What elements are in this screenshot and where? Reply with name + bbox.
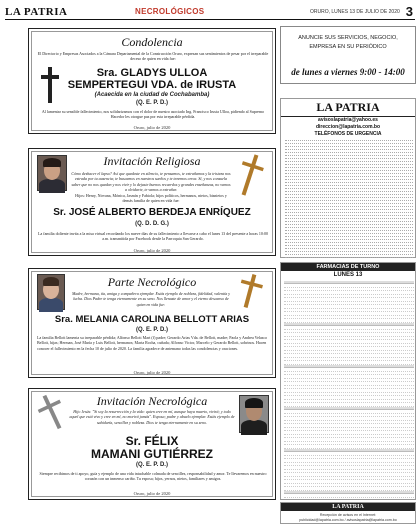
deceased-name: Sr. JOSÉ ALBERTO BERDEJA ENRÍQUEZ [53,207,251,218]
directory-row [285,253,413,255]
ad-line: ANUNCIE SUS SERVICIOS, NEGOCIO, [298,35,398,41]
deceased-name: Sra. GLADYS ULLOA [96,67,208,79]
directory-row [285,238,413,240]
notice-title: Condolencia [121,35,183,49]
notice-title: Parte Necrológico [107,275,197,289]
directory-row [285,244,413,246]
deceased-photo [239,395,269,433]
deceased-name: Sra. MELANIA CAROLINA BELLOTT ARIAS [54,314,250,325]
directory-row [285,205,413,207]
notice-body: Al lamentar su sensible fallecimiento, nos solidarizamos con el dolor de nuestro asociado Ing. Francisco Irusta Ulloa, pidiendo al Supremo Hacedor les otorgue paz por esta irreparable pérdida. [41,109,265,120]
directory-row [285,169,413,171]
notice-verse: Madre, hermana, tía, amiga y compañera ejemplar. Estás ejemplo de nobleza, fidelidad, valentía y lucha. Dios Padre te tenga eternamente en su seno. Nos llenaste de amor y el eterno descanso de quien en vida fue: [72,291,230,307]
notice-invitacion-necrologica [28,388,276,500]
notice-family: Hijos: Henry, Nirvana, Mónica, Jasmín y Fabiola; hijos políticos, hermanos, nietos, bisnietos y demás familia de quien en vida fue: [75,193,227,204]
notice-verse: Cómo deshacer el lapso? Así que quedaste en silencio, te pensamos, te extrañamos y la tristeza nos estrada por tu ausencia; te buscamos en nuestros sueños y te tenemos cerca. Sí, y nos consuela saber que no nos quedan y nos vivir y lo dejaste buenos recuerdos y grandes enseñanzas, no vamos a olvidarte, te vamos a extrañar. [71,171,231,193]
directory-logo: LA PATRIA [281,100,415,117]
notice-condolencia [28,28,276,134]
notice-place: Oruro, julio de 2020 [133,248,171,253]
notice-invitacion-religiosa [28,148,276,256]
notice-note: (Acaecida en la ciudad de Cochabamba) [94,92,210,98]
footer-line: Recepción de avisos en el Internet: [319,513,377,517]
emergency-directory [280,98,416,258]
directory-row [285,187,413,189]
page-header [5,6,415,20]
directory-row [285,181,413,183]
pharmacy-row [284,495,414,498]
directory-row [285,196,413,198]
footer-logo: LA PATRIA [281,503,415,511]
directory-row [285,184,413,186]
page-number: 3 [405,4,413,19]
rip-label: (Q. D. D. G.) [135,221,169,227]
rip-label: (Q. E. P. D.) [136,100,168,106]
notice-title: Invitación Necrológica [96,394,208,408]
advertising-box [280,26,416,84]
directory-row [285,217,413,219]
directory-heading: TELÉFONOS DE URGENCIA [314,131,382,137]
notice-verse: Hijo Jesús: "Si soy la resurrección y la vida: quien cree en mí, aunque haya muerto, vivirá; y todo aquel que está vivo y cree en mí, no morirá jamás". Esposa; padre y abuelo ejemplar. Estás ejemplo de sabiduría, sencillez y nobleza. Dios te tenga eternamente en su seno. [69,409,235,425]
directory-row [285,166,413,168]
crucifix-icon [235,273,265,309]
directory-row [285,256,413,258]
pharmacy-section [280,262,416,500]
issue-date: ORURO, LUNES 13 DE JULIO DE 2020 [310,9,400,15]
directory-row [285,241,413,243]
directory-row [285,154,413,156]
notice-body: Siempre recibimos de ti apoyo, guía y ejemplo de una vida intachable colmada de sencillez, responsabilidad y amor. Te llevaremos en nuestro corazón con un inmenso cariño. Tu esposa; hijos, yernos, nietos, familiares y amigos. [39,471,267,482]
notice-intro: El Directorio y Empresas Asociados a la Cámara Departamental de la Construcción Oruro, expresan sus sentimientos de pesar por el irreparable deceso de quien en vida fue: [37,51,269,62]
notice-parte-necrologico [28,268,276,378]
notice-body: La familia doliente invita a la misa virtual recordando los nueve días de su fallecimiento a llevarse a cabo el lunes 13 del presente a horas 10:00 a.m. transmitida por Facebook desde la Parroquia San Gerardo. [38,231,268,242]
ad-line: EMPRESA EN SU PERIÓDICO [309,44,387,50]
notice-title: Invitación Religiosa [103,154,201,168]
directory-row [285,247,413,249]
directory-row [285,250,413,252]
directory-row [285,199,413,201]
brand-logo: LA PATRIA [5,6,68,18]
directory-row [285,172,413,174]
directory-row [285,148,413,150]
directory-row [285,211,413,213]
directory-row [285,190,413,192]
directory-row [285,223,413,225]
directory-row [285,160,413,162]
crucifix-icon [235,153,265,197]
section-title: NECROLÓGICOS [135,7,205,16]
directory-row [285,220,413,222]
directory-row [285,232,413,234]
directory-row [285,151,413,153]
directory-row [285,229,413,231]
ad-hours: de lunes a viernes 9:00 - 14:00 [291,67,405,77]
notice-place: Oruro, julio de 2020 [133,370,171,375]
directory-row [285,175,413,177]
directory-email: direccion@lapatria.com.bo [315,124,381,130]
directory-row [285,193,413,195]
directory-row [285,178,413,180]
directory-row [285,235,413,237]
pharmacy-day: LUNES 13 [333,272,363,278]
notice-body: La familia Bellott lamenta su irreparable pérdida; Alfonso Bellott Mart (f) padre; Gerardo Arias Vda. de Bellott, madre; Paola y Andrea Velasco Bellott, hijas; Herman, José María y Luis Bellott, hermanos; Marta Rocha, cuñada; Alfonso Victor, Marcelo y Gerardo Bellott, sobrinos. Hacen conocer el fallecimiento en la fecha 10 de julio de 2020. La familia agradece de antemano todas las condolencias y oraciones. [37,335,268,351]
deceased-name-line2: SEMPERTEGUI VDA. de IRUSTA [67,79,237,91]
directory-row [285,139,413,141]
notice-place: Oruro, julio de 2020 [133,125,171,130]
deceased-name: Sr. FÉLIX [125,434,179,448]
directory-row [285,202,413,204]
directory-row [285,226,413,228]
directory-row [285,145,413,147]
directory-row [285,163,413,165]
notice-place: Oruro, julio de 2020 [133,491,171,496]
pharmacy-title: FARMACIAS DE TURNO [281,263,415,271]
footer-line: publicidad@lapatria.com.bo / avisoslapatria@lapatria.com.bo [299,518,397,522]
rip-label: (Q. E. P. D.) [136,462,168,468]
directory-email: avisoslapatria@yahoo.es [318,117,378,123]
directory-row [285,142,413,144]
directory-row [285,214,413,216]
rip-label: (Q. E. P. D.) [136,327,168,333]
footer-box [280,502,416,524]
deceased-photo [37,155,67,191]
directory-row [285,208,413,210]
directory-row [285,157,413,159]
deceased-name-line2: MAMANI GUTIÉRREZ [91,447,213,461]
